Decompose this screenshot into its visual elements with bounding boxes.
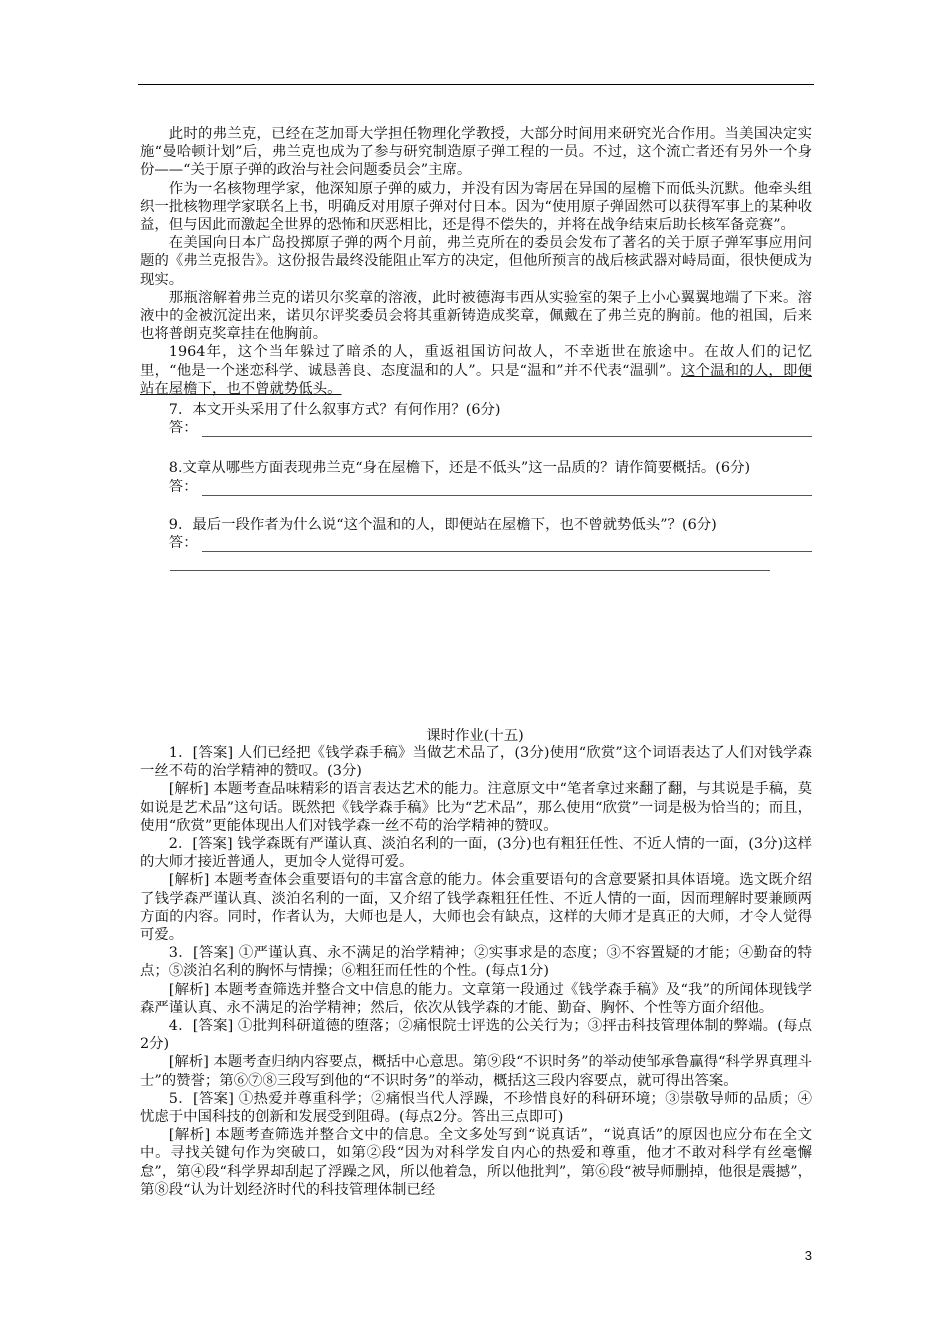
article-paragraph: 那瓶溶解着弗兰克的诺贝尔奖章的溶液，此时被德海韦西从实验室的架子上小心翼翼地端了下来。溶液中的金被沉淀出来，诺贝尔评奖委员会将其重新铸造成奖章，佩戴在了弗兰克的胸前。他的祖国，后来也将普朗克奖章挂在他胸前。 bbox=[140, 289, 812, 343]
article-paragraph: 在美国向日本广岛投掷原子弹的两个月前，弗兰克所在的委员会发布了著名的关于原子弹军事应用问题的《弗兰克报告》。这份报告最终没能阻止军方的决定，但他所预言的战后核武器对峙局面，很快便成为现实。 bbox=[140, 235, 812, 288]
page-number: 3 bbox=[804, 1248, 812, 1263]
underlined-sentence: 这个温和的人，即便站在屋檐下，也不曾就势低头。 bbox=[140, 362, 812, 397]
article-text bbox=[140, 125, 812, 571]
article-last-paragraph bbox=[140, 343, 812, 398]
answer-8-field[interactable] bbox=[202, 483, 812, 496]
section-title: 课时作业(十五) bbox=[426, 728, 524, 744]
header-rule bbox=[138, 84, 814, 85]
question-7: 7．本文开头采用了什么叙事方式？有何作用？(6分) bbox=[168, 402, 501, 419]
analysis-item: [解析] 本题考查筛选并整合文中信息的能力。文章第一段通过《钱学森手稿》及“我”的所闻体现钱学森严谨认真、永不满足的治学精神；然后，依次从钱学森的才能、勤奋、胸怀、个性等方面介绍他。 bbox=[140, 981, 812, 1016]
analysis-item: [解析] 本题考查筛选并整合文中的信息。全文多处写到“说真话”，“说真话”的原因也应分布在全文中。寻找关键句作为突破口，如第②段“因为对科学发自内心的热爱和尊重，他才不敢对科学有丝毫懈怠”，第④段“科学界却刮起了浮躁之风，所以他着急，所以他批判”，第⑥段“被导师删掉，他很是震撼”，第⑧段“认为计划经济时代的科技管理体制已经 bbox=[140, 1127, 812, 1198]
answer-item: 3．[答案] ①严谨认真、永不满足的治学精神；②实事求是的态度；③不容置疑的才能；④勤奋的特点；⑤淡泊名利的胸怀与情操；⑥粗狂而任性的个性。(每点1分) bbox=[140, 945, 812, 980]
answer-item: 4．[答案] ①批判科研道德的堕落；②痛恨院士评选的公关行为；③抨击科技管理体制的弊端。(每点2分) bbox=[140, 1018, 812, 1053]
analysis-item: [解析] 本题考查体会重要语句的丰富含意的能力。体会重要语句的含意要紧扣具体语境。选文既介绍了钱学森严谨认真、淡泊名利的一面，又介绍了钱学森粗狂任性、不近人情的一面，因而理解时要兼顾两方面的内容。同时，作者认为，大师也是人，大师也会有缺点，这样的大师才是真正的大师，才令人觉得可爱。 bbox=[140, 872, 812, 944]
answer-8-line bbox=[140, 478, 812, 496]
answer-9-line bbox=[140, 534, 812, 552]
answer-9-field[interactable] bbox=[202, 539, 812, 552]
article-paragraph: 此时的弗兰克，已经在芝加哥大学担任物理化学教授，大部分时间用来研究光合作用。当美国决定实施“曼哈顿计划”后，弗兰克也成为了参与研究制造原子弹工程的一员。不过，这个流亡者还有另外一个身份——“关于原子弹的政治与社会问题委员会”主席。 bbox=[140, 126, 812, 179]
answer-label: 答： bbox=[168, 535, 198, 552]
question-9: 9．最后一段作者为什么说“这个温和的人，即便站在屋檐下，也不曾就势低头”？(6分) bbox=[168, 516, 717, 533]
article-paragraph: 作为一名核物理学家，他深知原子弹的威力，并没有因为寄居在异国的屋檐下而低头沉默。他牵头组织一批核物理学家联名上书，明确反对用原子弹对付日本。因为“使用原子弹固然可以获得军事上的某种收益，但与因此而激起全世界的恐怖和厌恶相比，还是得不偿失的，并将在战争结束后助长核军备竞赛”。 bbox=[140, 180, 812, 234]
answer-7-field[interactable] bbox=[202, 424, 812, 437]
analysis-item: [解析] 本题考查品味精彩的语言表达艺术的能力。注意原文中“笔者拿过来翻了翻，与其说是手稿，莫如说是艺术品”这句话。既然把《钱学森手稿》比为“艺术品”，那么使用“欣赏”一词是极为恰当的；而且，使用“欣赏”更能体现出人们对钱学森一丝不苟的治学精神的赞叹。 bbox=[140, 781, 812, 834]
answer-9-extra-line[interactable] bbox=[170, 552, 770, 571]
answer-item: 5．[答案] ①热爱并尊重科学；②痛恨当代人浮躁，不珍惜良好的科研环境；③崇敬导师的品质；④忧虑于中国科技的创新和发展受到阻碍。(每点2分。答出三点即可) bbox=[140, 1090, 812, 1126]
answer-label: 答： bbox=[168, 478, 198, 495]
analysis-item: [解析] 本题考查归纳内容要点，概括中心意思。第⑨段“不识时务”的举动使邹承鲁赢得“科学界真理斗士”的赞誉；第⑥⑦⑧三段写到他的“不识时务”的举动，概括这三段内容要点，就可得出答案。 bbox=[140, 1054, 812, 1089]
answer-7-line bbox=[140, 419, 812, 437]
question-8: 8.文章从哪些方面表现弗兰克“身在屋檐下，还是不低头”这一品质的？请作简要概括。(6分) bbox=[168, 460, 751, 477]
article-last-paragraph-text: 1964年，这个当年躲过了暗杀的人，重返祖国访问故人，不幸逝世在旅途中。在故人们的记忆里，“他是一个迷恋科学、诚恳善良、态度温和的人”。只是“温和”并不代表“温驯”。 bbox=[140, 344, 812, 379]
answer-label: 答： bbox=[168, 420, 198, 437]
answer-item: 2．[答案] 钱学森既有严谨认真、淡泊名利的一面，(3分)也有粗狂任性、不近人情的一面，(3分)这样的大师才接近普通人，更加令人觉得可爱。 bbox=[140, 836, 812, 871]
answers-section bbox=[140, 744, 812, 1199]
answer-item: 1．[答案] 人们已经把《钱学森手稿》当做艺术品了，(3分)使用“欣赏”这个词语表达了人们对钱学森一丝不苟的治学精神的赞叹。(3分) bbox=[140, 745, 812, 780]
